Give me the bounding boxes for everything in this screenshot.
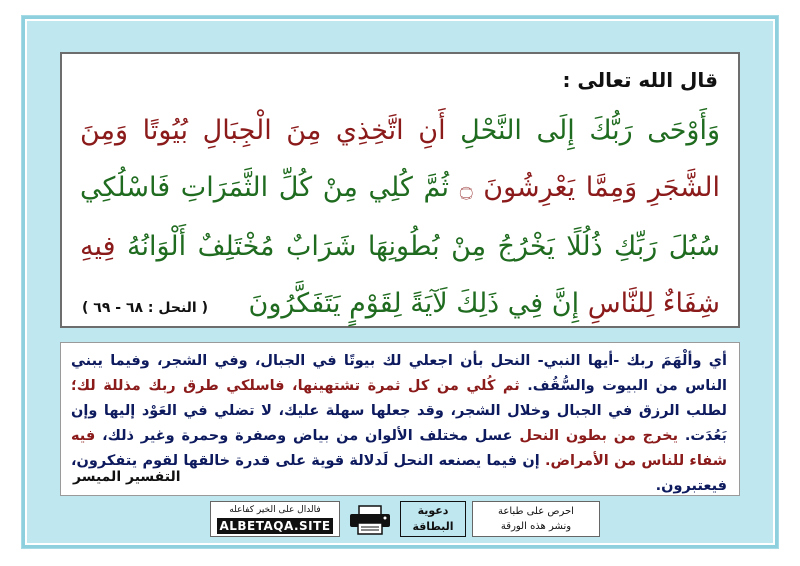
logo-line-2: البطاقة	[412, 520, 454, 533]
tafsir-highlight: يخرج من بطون النحل	[519, 428, 679, 444]
logo-line-1: دعوية	[417, 504, 449, 517]
tafsir-source: التفسير الميسر	[73, 469, 181, 485]
printer-icon	[348, 505, 392, 535]
print-note-line-2: ونشر هذه الورقة	[500, 521, 572, 532]
verse-panel	[60, 52, 740, 328]
site-box	[210, 501, 340, 537]
print-note	[472, 501, 600, 537]
tafsir-part: أي وألْهَمَ ربك -أيها النبي- النحل بأن اجعلي لك بيوتًا في الجبال، وفي الشجر، وفيما يبني الناس من البيوت والسُّقُف.	[71, 353, 727, 394]
logo	[400, 501, 466, 537]
site-url[interactable]: ALBETAQA.SITE	[217, 518, 333, 534]
footer	[210, 501, 600, 539]
tafsir-part: عسل مختلف الألوان من بياض وصفرة وحمرة وغير ذلك،	[95, 428, 520, 444]
verse-part-green: وَأَوْحَى رَبُّكَ إِلَى النَّحْلِ	[445, 115, 721, 146]
verse-part-green: إِنَّ فِي ذَلِكَ لَآيَةً لِقَوْمٍ يَتَفَكَّرُونَ	[248, 288, 588, 319]
quran-verse	[80, 102, 720, 332]
verse-end-marker: ۝	[459, 177, 473, 202]
tafsir-part: إن فيما يصنعه النحل لَدلالة قوية على قدرة خالقها لقوم يتفكرون، فيعتبرون.	[71, 453, 727, 494]
verse-part-red: أَنِ اتَّخِذِي مِنَ الْجِبَالِ بُيُوتًا وَمِنَ الشَّجَرِ وَمِمَّا يَعْرِشُونَ	[80, 115, 720, 203]
print-note-line-1: احرص على طباعة	[498, 506, 574, 517]
verse-part-green: ثُمَّ كُلِي مِنْ كُلِّ الثَّمَرَاتِ فَاسْلُكِي سُبُلَ رَبِّكِ ذُلُلًا يَخْرُجُ مِنْ بُطُونِهَا شَرَابٌ مُخْتَلِفٌ أَلْوَانُهُ	[80, 172, 720, 262]
tafsir-highlight: فيه شفاء للناس من الأمراض.	[71, 428, 727, 469]
site-tagline: فالدال على الخير كفاعله	[229, 505, 321, 515]
tafsir-highlight: ثم كُلي من كل ثمرة تشتهينها، فاسلكي طرق ربك مذللة لك؛	[71, 378, 520, 394]
tafsir-part: لطلب الرزق في الجبال وخلال الشجر، وقد جعلها سهلة عليك، لا تضلي في العَوْد إليها وإن بَعُدَت.	[71, 403, 727, 444]
verse-intro: قال الله تعالى :	[562, 68, 718, 92]
verse-reference: ( النحل : ٦٨ - ٦٩ )	[82, 300, 209, 316]
verse-part-red: فِيهِ شِفَاءٌ لِلنَّاسِ	[80, 231, 720, 319]
tafsir-panel	[60, 342, 740, 496]
